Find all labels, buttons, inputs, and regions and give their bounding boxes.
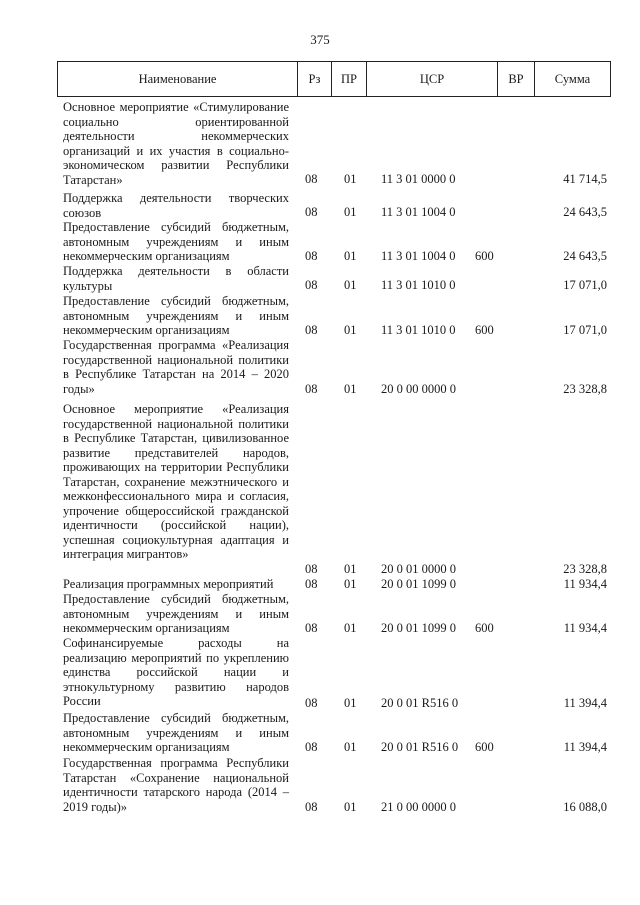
row-sum: 17 071,0	[563, 323, 607, 337]
row-rz: 08	[305, 800, 318, 814]
row-vr: 600	[475, 740, 494, 754]
row-pr: 01	[344, 205, 357, 219]
row-sum: 17 071,0	[563, 278, 607, 292]
row-name: Предоставление субсидий бюджетным, автономным учреждениям и иным некоммерческим организациям	[63, 592, 289, 635]
row-sum: 11 934,4	[563, 577, 607, 591]
row-rz: 08	[305, 205, 318, 219]
row-csr: 20 0 00 0000 0	[381, 382, 456, 396]
row-pr: 01	[344, 621, 357, 635]
row-pr: 01	[344, 278, 357, 292]
row-sum: 11 934,4	[563, 621, 607, 635]
row-csr: 11 3 01 1010 0	[381, 323, 456, 337]
row-pr: 01	[344, 740, 357, 754]
row-sum: 24 643,5	[563, 249, 607, 263]
row-csr: 20 0 01 R516 0	[381, 696, 459, 710]
row-sum: 11 394,4	[563, 740, 607, 754]
row-name: Основное мероприятие «Реализация государственной национальной политики в Республике Татарстан, цивилизованное развитие представителей народов, проживающих на территории Республики Татарстан, сохранение межэтнического и межконфессионального мира и согласия, упрочение общероссийской гражданской идентичности (российской нации), успешная социокультурная адаптация и интеграция мигрантов»	[63, 402, 289, 561]
row-sum: 23 328,8	[563, 562, 607, 576]
row-sum: 23 328,8	[563, 382, 607, 396]
row-pr: 01	[344, 696, 357, 710]
row-rz: 08	[305, 323, 318, 337]
row-csr: 11 3 01 1004 0	[381, 249, 456, 263]
row-csr: 20 0 01 1099 0	[381, 621, 456, 635]
row-rz: 08	[305, 740, 318, 754]
row-pr: 01	[344, 577, 357, 591]
row-rz: 08	[305, 577, 318, 591]
row-csr: 11 3 01 1010 0	[381, 278, 456, 292]
row-csr: 20 0 01 R516 0	[381, 740, 459, 754]
row-csr: 20 0 01 0000 0	[381, 562, 456, 576]
row-name: Государственная программа «Реализация государственной национальной политики в Республике Татарстан на 2014 – 2020 годы»	[63, 338, 289, 396]
row-rz: 08	[305, 278, 318, 292]
row-rz: 08	[305, 249, 318, 263]
row-name: Предоставление субсидий бюджетным, автономным учреждениям и иным некоммерческим организациям	[63, 711, 289, 754]
row-rz: 08	[305, 562, 318, 576]
row-rz: 08	[305, 382, 318, 396]
row-vr: 600	[475, 621, 494, 635]
row-pr: 01	[344, 562, 357, 576]
page-number: 375	[310, 32, 330, 47]
row-sum: 16 088,0	[563, 800, 607, 814]
column-header-csr: ЦСР	[367, 62, 498, 96]
column-header-vr: ВР	[498, 62, 535, 96]
row-sum: 24 643,5	[563, 205, 607, 219]
row-sum: 41 714,5	[563, 172, 607, 186]
row-csr: 20 0 01 1099 0	[381, 577, 456, 591]
table-header	[57, 61, 611, 97]
row-pr: 01	[344, 323, 357, 337]
row-rz: 08	[305, 621, 318, 635]
row-csr: 21 0 00 0000 0	[381, 800, 456, 814]
column-header-pr: ПР	[332, 62, 367, 96]
row-pr: 01	[344, 800, 357, 814]
row-pr: 01	[344, 249, 357, 263]
row-rz: 08	[305, 172, 318, 186]
row-vr: 600	[475, 249, 494, 263]
row-name: Основное мероприятие «Стимулирование социально ориентированной деятельности некоммерческих организаций и их участия в социально-экономическом развитии Республики Татарстан»	[63, 100, 289, 187]
column-header-sum: Сумма	[554, 71, 591, 86]
row-name: Реализация программных мероприятий	[63, 577, 274, 591]
row-pr: 01	[344, 382, 357, 396]
row-vr: 600	[475, 323, 494, 337]
row-sum: 11 394,4	[563, 696, 607, 710]
row-name: Поддержка деятельности творческих союзов	[63, 191, 289, 220]
row-pr: 01	[344, 172, 357, 186]
row-csr: 11 3 01 0000 0	[381, 172, 456, 186]
row-csr: 11 3 01 1004 0	[381, 205, 456, 219]
row-rz: 08	[305, 696, 318, 710]
row-name: Поддержка деятельности в области культуры	[63, 264, 289, 293]
row-name: Предоставление субсидий бюджетным, автономным учреждениям и иным некоммерческим организациям	[63, 220, 289, 263]
row-name: Предоставление субсидий бюджетным, автономным учреждениям и иным некоммерческим организациям	[63, 294, 289, 337]
column-header-rz: Рз	[298, 62, 332, 96]
row-name: Государственная программа Республики Татарстан «Сохранение национальной идентичности татарского народа (2014 – 2019 годы)»	[63, 756, 289, 814]
row-name: Софинансируемые расходы на реализацию мероприятий по укреплению единства российской нации и этнокультурному развитию народов России	[63, 636, 289, 708]
column-header-name: Наименование	[58, 62, 298, 96]
